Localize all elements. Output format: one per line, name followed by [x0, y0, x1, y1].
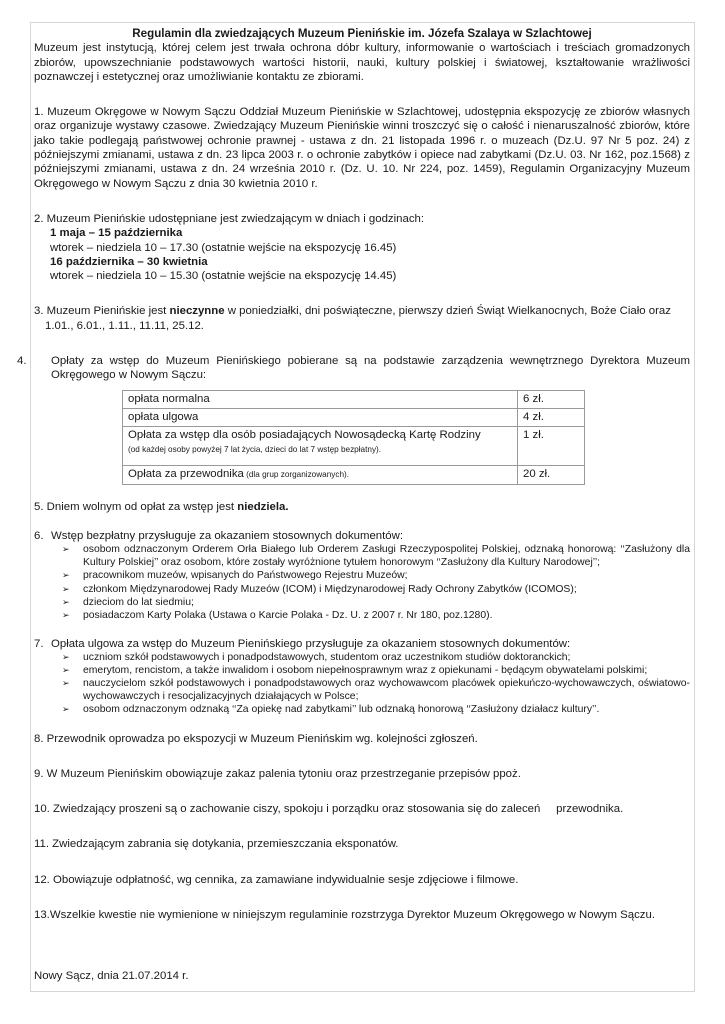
arrow-bullet-icon: ➢	[62, 704, 70, 715]
section-11: 11. Zwiedzającym zabrania się dotykania, przemieszczania eksponatów.	[34, 838, 399, 851]
document-title: Regulamin dla zwiedzających Muzeum Pienińskie im. Józefa Szalaya w Szlachtowej	[132, 27, 592, 40]
free-entry-list	[34, 543, 690, 622]
section-5	[34, 500, 690, 514]
fee-amount: 1 zł.	[518, 426, 585, 465]
arrow-bullet-icon: ➢	[62, 596, 70, 607]
section-2-heading: 2. Muzeum Pienińskie udostępniane jest zwiedzającym w dniach i godzinach:	[34, 212, 425, 225]
fee-row	[123, 390, 585, 408]
section-4	[17, 354, 690, 383]
fee-label: Opłata za przewodnika (dla grup zorganizowanych).	[123, 465, 518, 484]
season-1-hours: wtorek – niedziela 10 – 17.30 (ostatnie wejście na ekspozycję 16.45)	[50, 241, 397, 254]
reduced-fee-list	[34, 651, 690, 716]
fees-table	[122, 390, 585, 485]
list-item: ➢ posiadaczom Karty Polaka (Ustawa o Karcie Polaka - Dz. U. z 2007 r. Nr 180, poz.1280).	[62, 609, 493, 621]
fee-label: opłata ulgowa	[123, 408, 518, 426]
arrow-bullet-icon: ➢	[62, 544, 70, 555]
list-item: ➢ członkom Międzynarodowej Rady Muzeów (ICOM) i Międzynarodowej Rady Ochrony Zabytków (ICOMOS);	[62, 583, 577, 595]
arrow-bullet-icon: ➢	[62, 678, 70, 689]
free-day-keyword: niedziela.	[237, 500, 289, 513]
section-13: 13.Wszelkie kwestie nie wymienione w niniejszym regulaminie rozstrzyga Dyrektor Muzeum Okręgowego w Nowym Sączu.	[34, 909, 656, 922]
fee-note: (dla grup zorganizowanych).	[243, 469, 350, 479]
fee-row	[123, 465, 585, 484]
section-5-text: 5. Dniem wolnym od opłat za wstęp jest	[34, 500, 238, 513]
season-1-label: 1 maja – 15 października	[50, 227, 183, 240]
section-7-number: 7.	[34, 637, 44, 650]
section-8: 8. Przewodnik oprowadza po ekspozycji w Muzeum Pienińskim wg. kolejności zgłoszeń.	[34, 732, 478, 745]
intro-paragraph: Muzeum jest instytucją, której celem jest trwała ochrona dóbr kultury, informowanie o wartościach i treściach gromadzonych zbiorów, upowszechnianie podstawowych wartości historii, nauki, kultury polskiej i światowej, kształtowanie wrażliwości poznawczej i estetycznej oraz umożliwianie kontaktu ze zbiorami.	[34, 42, 690, 83]
arrow-bullet-icon: ➢	[62, 652, 70, 663]
arrow-bullet-icon: ➢	[62, 583, 70, 594]
season-2-hours: wtorek – niedziela 10 – 15.30 (ostatnie wejście na ekspozycję 14.45)	[50, 270, 397, 283]
list-item: ➢ osobom odznaczonym odznaką ‘‘Za opiekę nad zabytkami’’ lub odznaką honorową ‘‘Zasłużony działacz kultury’’.	[62, 704, 600, 716]
section-4-number: 4.	[17, 355, 27, 368]
arrow-bullet-icon: ➢	[62, 665, 70, 676]
signature-date: Nowy Sącz, dnia 21.07.2014 r.	[34, 970, 189, 983]
arrow-bullet-icon: ➢	[62, 609, 70, 620]
fee-row	[123, 408, 585, 426]
list-item: ➢ nauczycielom szkół podstawowych i ponadpodstawowych oraz wychowawcom placówek opiekuńczo-wychowawczych, oświatowo-wychowawczych i resocjalizacyjnych działających w Polsce;	[62, 678, 690, 703]
season-2-label: 16 października – 30 kwietnia	[50, 255, 208, 268]
section-7-heading	[34, 637, 690, 651]
section-4-text: Opłaty za wstęp do Muzeum Pienińskiego pobierane są na podstawie zarządzenia wewnętrznego Dyrektora Muzeum Okręgowego w Nowym Sączu:	[51, 355, 690, 382]
section-3-dates: w poniedziałki, dni poświąteczne, pierwszy dzień Świąt Wielkanocnych, Boże Ciało oraz 1.01., 6.01., 1.11., 11.11, 25.12.	[45, 305, 671, 332]
section-9: 9. W Muzeum Pienińskim obowiązuje zakaz palenia tytoniu oraz przestrzeganie przepisów ppoż.	[34, 767, 521, 780]
list-item: ➢ dzieciom do lat siedmiu;	[62, 596, 194, 608]
list-item: ➢ emerytom, rencistom, a także inwalidom i osobom niepełnosprawnym wraz z opiekunami - będącym obywatelami polskimi;	[62, 665, 648, 677]
fee-note: (od każdej osoby powyżej 7 lat życia, dzieci do lat 7 wstęp bezpłatny).	[128, 444, 382, 454]
section-3	[34, 304, 690, 333]
list-item: ➢ osobom odznaczonym Orderem Orła Białego lub Orderem Zasługi Rzeczypospolitej Polskiej, odznaką honorową: ‘‘Zasłużony dla Kultury Polskiej’’ oraz osobom, które zostały wyróżnione tytułem honorowym ‘‘Zasłużony dla Kultury Narodowej’’;	[62, 544, 690, 569]
fee-row	[123, 426, 585, 465]
fee-amount: 6 zł.	[518, 390, 585, 408]
closed-keyword: nieczynne	[169, 305, 225, 318]
section-6-heading	[34, 529, 690, 543]
fee-label: Opłata za wstęp dla osób posiadających Nowosądecką Kartę Rodziny (od każdej osoby powyżej 7 lat życia, dzieci do lat 7 wstęp bezpłatny).	[123, 426, 518, 465]
section-6-text: Wstęp bezpłatny przysługuje za okazaniem stosownych dokumentów:	[51, 529, 404, 542]
document-body	[17, 27, 690, 984]
fee-label: opłata normalna	[123, 390, 518, 408]
section-10: 10. Zwiedzający proszeni są o zachowanie ciszy, spokoju i porządku oraz stosowania się do zaleceń przewodnika.	[34, 803, 624, 816]
section-1: 1. Muzeum Okręgowe w Nowym Sączu Oddział Muzeum Pienińskie w Szlachtowej, udostępnia ekspozycję ze zbiorów własnych oraz organizuje wystawy czasowe. Zwiedzający Muzeum Pienińskie winni troszczyć się o całość i nienaruszalność zbiorów, które jako takie podlegają państwowej ochronie prawnej - ustawa z dn. 21 listopada 1996 r. o muzeach (Dz.U. 97 Nr 5 poz. 24) z późniejszymi zmianami, ustawa z dn. 23 lipca 2003 r. o ochronie zabytków i opiece nad zabytkami (Dz.U. 03. Nr 162, poz.1568) z późniejszymi zmianami, ustawa z dn. 24 września 2010 r. (Dz. U. 10. Nr 224, poz. 1459), Regulamin Organizacyjny Muzeum Okręgowego w Nowym Sączu z dnia 30 kwietnia 2010 r.	[34, 106, 690, 190]
section-6-number: 6.	[34, 529, 44, 542]
fee-amount: 4 zł.	[518, 408, 585, 426]
fee-amount: 20 zł.	[518, 465, 585, 484]
section-3-text: 3. Muzeum Pienińskie jest	[34, 305, 170, 318]
section-7-text: Opłata ulgowa za wstęp do Muzeum Pienińskiego przysługuje za okazaniem stosownych dokumentów:	[51, 637, 571, 650]
arrow-bullet-icon: ➢	[62, 570, 70, 581]
list-item: ➢ pracownikom muzeów, wpisanych do Państwowego Rejestru Muzeów;	[62, 570, 408, 582]
section-12: 12. Obowiązuje odpłatność, wg cennika, za zamawiane indywidualnie sesje zdjęciowe i filmowe.	[34, 873, 519, 886]
list-item: ➢ uczniom szkół podstawowych i ponadpodstawowych, studentom oraz uczestnikom studiów doktoranckich;	[62, 652, 571, 664]
